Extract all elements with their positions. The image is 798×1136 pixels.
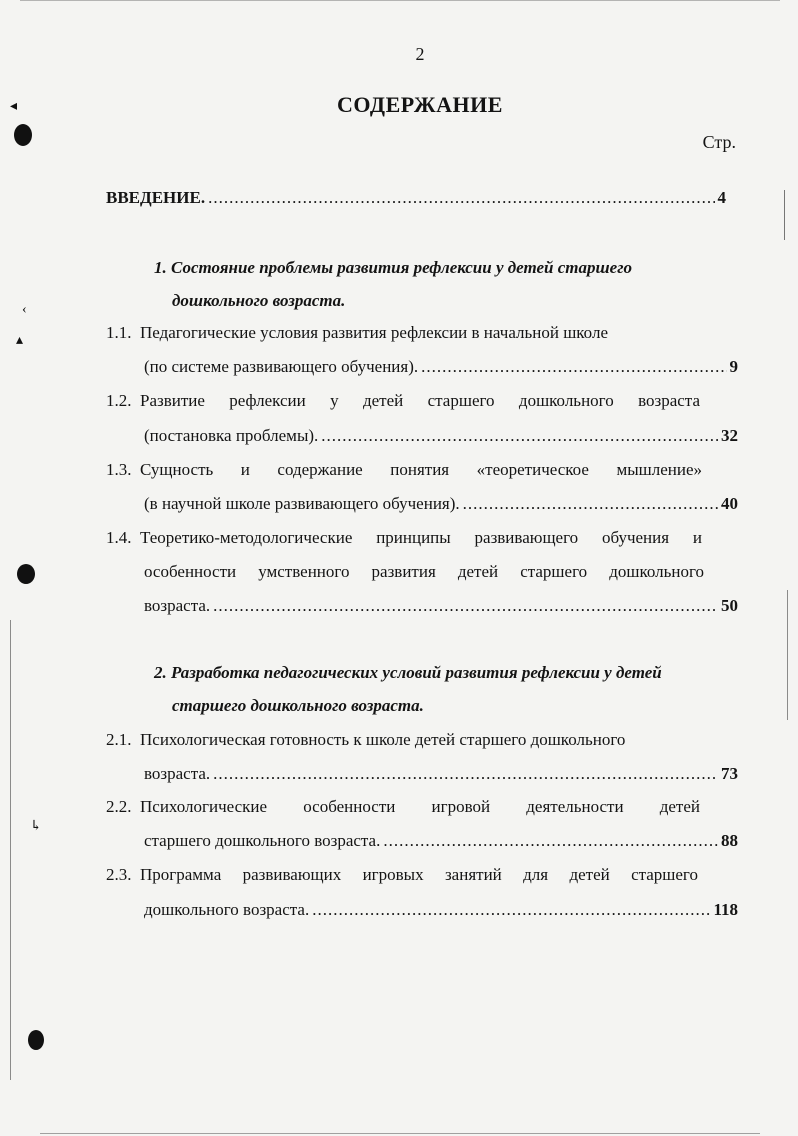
intro-label: ВВЕДЕНИЕ. bbox=[106, 188, 206, 207]
section-number: 1.1. bbox=[106, 323, 132, 342]
dot-leader bbox=[463, 494, 718, 514]
toc-entry-1-3 bbox=[144, 494, 738, 514]
section-page: 88 bbox=[721, 831, 738, 850]
dot-leader bbox=[421, 357, 726, 377]
section-title: Психологическая готовность к школе детей старшего дошкольного bbox=[140, 730, 626, 749]
section-title-cont: (постановка проблемы). bbox=[144, 426, 319, 445]
section-title-cont: старшего дошкольного возраста. bbox=[144, 831, 381, 850]
section-title-cont: возраста. bbox=[144, 596, 211, 615]
chapter-2-heading: 2. Разработка педагогических условий развития рефлексии у детей bbox=[154, 663, 662, 682]
dot-leader bbox=[213, 764, 718, 784]
scan-speck: ▴ bbox=[16, 333, 24, 348]
toc-entry-1-4 bbox=[144, 596, 738, 616]
toc-entry-1-2 bbox=[144, 426, 738, 446]
dot-leader bbox=[213, 596, 718, 616]
chapter-1-heading-cont: дошкольного возраста. bbox=[172, 291, 346, 310]
section-number: 1.2. bbox=[106, 391, 132, 410]
section-title-cont: возраста. bbox=[144, 764, 211, 783]
chapter-1-heading: 1. Состояние проблемы развития рефлексии у детей старшего bbox=[154, 258, 633, 277]
dot-leader bbox=[312, 900, 710, 920]
section-number: 2.3. bbox=[106, 865, 132, 884]
section-page: 50 bbox=[721, 596, 738, 615]
section-title: Педагогические условия развития рефлексии в начальной школе bbox=[140, 323, 608, 342]
section-title-cont: (по системе развивающего обучения). bbox=[144, 357, 419, 376]
punch-hole-mark bbox=[17, 564, 35, 584]
intro-page: 4 bbox=[717, 188, 726, 207]
section-title-cont: (в научной школе развивающего обучения). bbox=[144, 494, 460, 513]
toc-entry-1-1 bbox=[144, 357, 738, 377]
section-page: 118 bbox=[713, 900, 738, 919]
section-number: 1.3. bbox=[106, 460, 132, 479]
page-title: СОДЕРЖАНИЕ bbox=[337, 92, 503, 117]
toc-entry-2-1 bbox=[144, 764, 738, 784]
scan-speck: ◂ bbox=[10, 99, 18, 114]
section-title: Психологические особенности игровой деятельности детей bbox=[140, 797, 700, 816]
scan-edge-bottom bbox=[40, 1133, 760, 1134]
scan-edge-right bbox=[784, 190, 785, 240]
dot-leader bbox=[321, 426, 718, 446]
scan-edge-top bbox=[20, 0, 780, 1]
section-title: Программа развивающих игровых занятий для детей старшего bbox=[140, 865, 698, 884]
toc-entry-intro bbox=[106, 188, 726, 208]
section-number: 1.4. bbox=[106, 528, 132, 547]
punch-hole-mark bbox=[14, 124, 32, 146]
section-page: 40 bbox=[721, 494, 738, 513]
punch-hole-mark bbox=[28, 1030, 44, 1050]
page-column-label: Стр. bbox=[702, 132, 736, 152]
toc-entry-2-3 bbox=[144, 900, 738, 920]
scan-speck: ↳ bbox=[30, 819, 42, 834]
scan-speck: ‹ bbox=[22, 302, 27, 317]
section-title-cont: дошкольного возраста. bbox=[144, 900, 310, 919]
scan-edge-right-lower bbox=[787, 590, 788, 720]
scan-edge-left bbox=[10, 620, 11, 1080]
section-page: 32 bbox=[721, 426, 738, 445]
section-page: 73 bbox=[721, 764, 738, 783]
section-number: 2.1. bbox=[106, 730, 132, 749]
dot-leader bbox=[208, 188, 714, 208]
toc-entry-2-2 bbox=[144, 831, 738, 851]
page-number: 2 bbox=[415, 44, 425, 64]
dot-leader bbox=[383, 831, 718, 851]
section-number: 2.2. bbox=[106, 797, 132, 816]
chapter-2-heading-cont: старшего дошкольного возраста. bbox=[172, 696, 424, 715]
section-page: 9 bbox=[729, 357, 738, 376]
section-title: Сущность и содержание понятия «теоретическое мышление» bbox=[140, 460, 702, 479]
section-title-cont: особенности умственного развития детей старшего дошкольного bbox=[144, 562, 704, 581]
section-title: Развитие рефлексии у детей старшего дошкольного возраста bbox=[140, 391, 700, 410]
section-title: Теоретико-методологические принципы развивающего обучения и bbox=[140, 528, 702, 547]
